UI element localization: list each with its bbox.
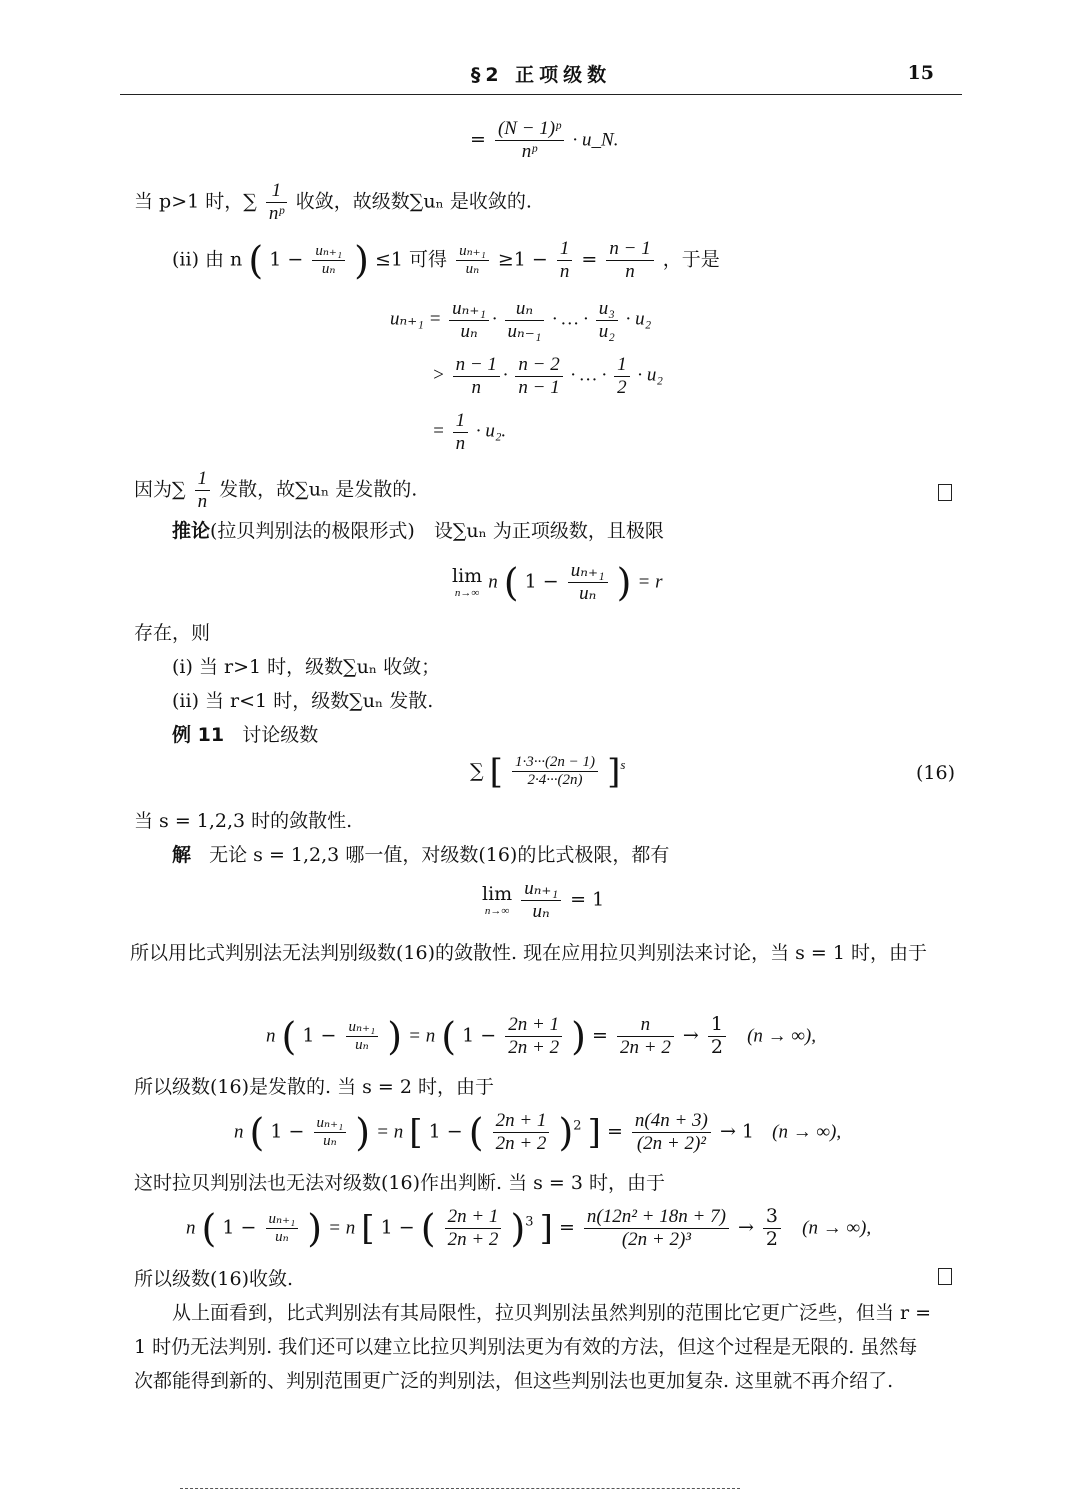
text: 1 − (222, 1216, 257, 1239)
denominator: 2 (765, 1227, 779, 1250)
denominator: uₙ (321, 260, 336, 277)
series-equation-16 (470, 751, 626, 792)
solution-label: 解 (172, 844, 192, 866)
text: n (234, 1121, 244, 1143)
left-paren: ( (281, 1014, 297, 1059)
left-paren: ( (503, 560, 519, 605)
denominator: uₙ₋₁ (507, 320, 542, 342)
numerator: uₙ₊₁ (266, 1211, 299, 1229)
sum-sign: ∑ (470, 759, 484, 782)
eq-lhs: uₙ₊₁ = (390, 308, 442, 330)
right-paren: ) (616, 560, 632, 605)
running-header (120, 58, 962, 95)
denominator: n (197, 490, 208, 512)
lim-subscript: n→∞ (454, 586, 480, 599)
limit-operator (452, 566, 482, 599)
fraction (568, 560, 608, 605)
numerator: n(4n + 3) (632, 1110, 711, 1133)
text: 发散，故∑uₙ 是发散的. (219, 478, 418, 501)
paragraph-final-line1: 从上面看到，比式判别法有其局限性，拉贝判别法虽然判别的范围比它更广泛些，但当 r = (172, 1302, 932, 1324)
numerator: 1 (266, 180, 287, 203)
fraction (614, 354, 630, 399)
right-paren: ) (558, 1110, 574, 1155)
text: (n → ∞), (747, 1025, 817, 1047)
equation-chain-row3 (432, 410, 506, 455)
text: = (592, 1024, 608, 1047)
equation-top (470, 118, 618, 163)
denominator: uₙ (579, 582, 597, 604)
denominator: 2 (617, 376, 627, 398)
text-when-s: 当 s = 1,2,3 时的敛散性. (134, 810, 353, 832)
left-paren: ( (248, 238, 264, 283)
text: = n (376, 1121, 404, 1143)
fraction (445, 1206, 502, 1251)
text: → (682, 1024, 699, 1047)
fraction (505, 1014, 562, 1059)
equation-s2 (234, 1110, 841, 1155)
numerator: (N − 1)ᵖ (495, 118, 564, 141)
right-paren: ) (387, 1014, 403, 1059)
text: 1 − (269, 248, 304, 271)
corollary (172, 516, 664, 543)
numerator: n − 1 (606, 238, 653, 261)
text: · … · (552, 308, 588, 330)
denominator: 2 (710, 1035, 723, 1058)
denominator: uₙ (275, 1228, 289, 1245)
limit-equation (452, 560, 662, 605)
fraction (346, 1019, 379, 1055)
eq-tail: · u_N. (572, 129, 619, 151)
text: 因为∑ (134, 478, 186, 501)
right-paren: ) (354, 238, 369, 283)
footer-rule (180, 1488, 740, 1489)
equation-chain-row1: uₙ₊₁ = $\frac{\text{uₙ₊₁}}{\text{uₙ}}$ · $\frac{\text{uₙ}}{\text{uₙ₋₁}}$ · … · $\frac{\text{u₃}}{\text{u₂}}$ · u₂ (390, 298, 652, 342)
fraction (453, 354, 500, 399)
text-after-s3: 所以级数(16)收敛. (134, 1268, 294, 1290)
numerator: 2n + 1 (493, 1110, 550, 1133)
numerator: 1 (195, 468, 211, 491)
text: · u₂ (637, 364, 663, 386)
equation-s1 (266, 1014, 816, 1059)
exponent: 3 (525, 1214, 534, 1230)
denominator: uₙ (465, 260, 480, 277)
equation-tag: (16) (916, 762, 956, 784)
text: (n → ∞), (802, 1217, 872, 1239)
example-heading (172, 720, 318, 747)
numerator: uₙ₊₁ (314, 1115, 347, 1133)
text-after-s1: 所以级数(16)是发散的. 当 s = 2 时，由于 (134, 1076, 494, 1098)
text: · … · (570, 364, 607, 386)
numerator: 2n + 1 (505, 1014, 562, 1037)
right-paren: ) (510, 1206, 526, 1251)
numerator: 1 (614, 354, 630, 377)
text: ≤1 可得 (374, 248, 448, 271)
text: 1 − (462, 1024, 497, 1047)
text: 收敛，故级数∑uₙ 是收敛的. (295, 190, 532, 213)
text: · u₂. (475, 420, 507, 442)
gt-sign: > (432, 364, 445, 386)
numerator: 1 (557, 238, 573, 261)
denominator: uₙ (532, 900, 550, 922)
numerator: 3 (763, 1206, 781, 1229)
fraction (632, 1110, 711, 1155)
denominator: 2n + 2 (447, 1228, 499, 1250)
denominator: nᵖ (268, 202, 284, 224)
fraction (708, 1014, 726, 1059)
text-exists: 存在，则 (134, 622, 211, 644)
right-paren: ) (307, 1206, 323, 1251)
text: = 1 (570, 888, 605, 911)
ratio-limit-equation (482, 878, 604, 923)
paragraph-final-line2: 1 时仍无法判别. 我们还可以建立比拉贝判别法更为有效的方法，但这个过程是无限的. 虽然每 (134, 1336, 918, 1358)
text: ≥1 − (497, 248, 548, 271)
text: = (581, 248, 598, 271)
lim-text: lim (452, 564, 483, 587)
text: → (737, 1216, 754, 1239)
left-paren: ( (249, 1110, 265, 1155)
numerator: uₙ (505, 298, 545, 321)
text: = n (408, 1025, 436, 1047)
equation-s3 (186, 1206, 871, 1251)
text: 1 − (302, 1024, 337, 1047)
case-i: (i) 当 r>1 时，级数∑uₙ 收敛； (172, 656, 441, 678)
numerator: 1·3···(2n − 1) (512, 754, 598, 772)
text: 1 − (428, 1120, 463, 1143)
fraction (505, 298, 545, 343)
denominator: nᵖ (521, 140, 537, 162)
text: = n (328, 1217, 356, 1239)
text: n (488, 571, 498, 593)
text: = (606, 1120, 623, 1143)
fraction (495, 118, 564, 163)
denominator: (2n + 2)³ (621, 1228, 691, 1250)
text-line-convergent (134, 180, 532, 225)
denominator: (2n + 2)² (636, 1132, 706, 1154)
right-bracket: ] (587, 1112, 601, 1153)
fraction (763, 1206, 781, 1251)
qed-box (938, 1268, 952, 1285)
denominator: 2n + 2 (508, 1036, 560, 1058)
left-paren: ( (441, 1014, 457, 1059)
denominator: 2n + 2 (620, 1036, 671, 1058)
numerator: u₃ (596, 298, 618, 321)
corollary-label: 推论 (172, 520, 211, 542)
denominator: uₙ (323, 1132, 337, 1149)
fraction (512, 754, 598, 790)
left-bracket: [ (409, 1112, 423, 1153)
text-after-s2: 这时拉贝判别法也无法对级数(16)作出判断. 当 s = 3 时，由于 (134, 1172, 665, 1194)
left-paren: ( (468, 1110, 484, 1155)
fraction (521, 878, 561, 923)
numerator: 2n + 1 (445, 1206, 502, 1229)
section-title: §2 正项级数 (470, 64, 612, 86)
numerator: uₙ₊₁ (568, 560, 608, 583)
numerator: n − 2 (515, 354, 562, 377)
numerator: uₙ₊₁ (312, 243, 345, 261)
lim-subscript: n→∞ (484, 904, 510, 917)
denominator: n (559, 260, 570, 282)
example-label: 例 11 (172, 724, 225, 746)
text-line-divergent (134, 468, 417, 513)
fraction (584, 1206, 729, 1251)
fraction (266, 1211, 299, 1247)
left-paren: ( (201, 1206, 217, 1251)
text: (ii) 由 n (172, 248, 243, 271)
page-number: 15 (907, 62, 934, 84)
left-bracket: [ (489, 751, 503, 792)
equation-chain-row2: > $\frac{n - 1}{n}$ · $\frac{n - 2}{n - 1}$ · … · $\frac{1}{2}$ · u₂ (432, 354, 663, 398)
qed-box (938, 484, 952, 501)
numerator: uₙ₊₁ (521, 878, 561, 901)
text: ，于是 (662, 248, 720, 271)
limit-operator (482, 884, 512, 917)
solution-text: 无论 s = 1,2,3 哪一值，对级数(16)的比式极限，都有 (209, 844, 670, 866)
text: n (266, 1025, 276, 1047)
numerator: uₙ₊₁ (456, 243, 489, 261)
exponent: 2 (573, 1118, 582, 1134)
text: → 1 (719, 1120, 754, 1143)
text: n (186, 1217, 196, 1239)
numerator: n − 1 (453, 354, 500, 377)
right-bracket: ] (607, 751, 621, 792)
numerator: n(12n² + 18n + 7) (584, 1206, 729, 1229)
numerator: uₙ₊₁ (449, 298, 489, 321)
denominator: 2·4···(2n) (527, 772, 583, 789)
paragraph-ratio-test: 所以用比式判别法无法判别级数(16)的敛散性. 现在应用拉贝判别法来讨论，当 s = 1 时，由于 (130, 942, 928, 964)
eq-sign: = (432, 420, 445, 442)
text: = (558, 1216, 575, 1239)
fraction (266, 180, 287, 225)
left-paren: ( (420, 1206, 436, 1251)
text: 1 − (380, 1216, 415, 1239)
text: 1 − (524, 570, 559, 593)
case-ii: (ii) 当 r<1 时，级数∑uₙ 发散. (172, 690, 434, 712)
numerator: n (617, 1014, 674, 1037)
denominator: n (625, 260, 635, 282)
fraction (314, 1115, 347, 1151)
fraction (557, 238, 573, 283)
numerator: 1 (708, 1014, 726, 1037)
text: · u₂ (625, 308, 652, 330)
fraction (312, 243, 345, 279)
fraction (195, 468, 211, 513)
denominator: n (471, 376, 481, 398)
fraction (617, 1014, 674, 1059)
denominator: 2n + 2 (495, 1132, 547, 1154)
right-paren: ) (355, 1110, 371, 1155)
corollary-text: (拉贝判别法的极限形式) 设∑uₙ 为正项级数，且极限 (210, 520, 664, 542)
fraction (456, 243, 489, 279)
example-text: 讨论级数 (242, 724, 319, 746)
paragraph-final-line3: 次都能得到新的、判别范围更广泛的判别法，但这些判别法也更加复杂. 这里就不再介绍了. (134, 1370, 894, 1392)
fraction (596, 298, 618, 343)
denominator: n (455, 432, 466, 454)
solution (172, 840, 669, 867)
fraction (606, 238, 653, 283)
fraction (493, 1110, 550, 1155)
fraction (515, 354, 562, 399)
numerator: uₙ₊₁ (346, 1019, 379, 1037)
fraction (453, 410, 469, 455)
denominator: u₂ (598, 320, 615, 342)
fraction (449, 298, 489, 343)
text: 当 p>1 时，∑ (134, 190, 257, 213)
text: = r (637, 571, 663, 593)
left-bracket: [ (361, 1208, 375, 1249)
right-paren: ) (571, 1014, 586, 1059)
right-bracket: ] (539, 1208, 553, 1249)
denominator: uₙ (460, 320, 478, 342)
numerator: 1 (453, 410, 469, 433)
lim-text: lim (482, 882, 513, 905)
eq-sign: = (470, 128, 486, 151)
text-line-case-ii (172, 238, 720, 283)
text: 1 − (270, 1120, 305, 1143)
exponent: s (620, 756, 626, 772)
denominator: uₙ (355, 1036, 369, 1053)
text: (n → ∞), (772, 1121, 842, 1143)
denominator: n − 1 (518, 376, 560, 398)
